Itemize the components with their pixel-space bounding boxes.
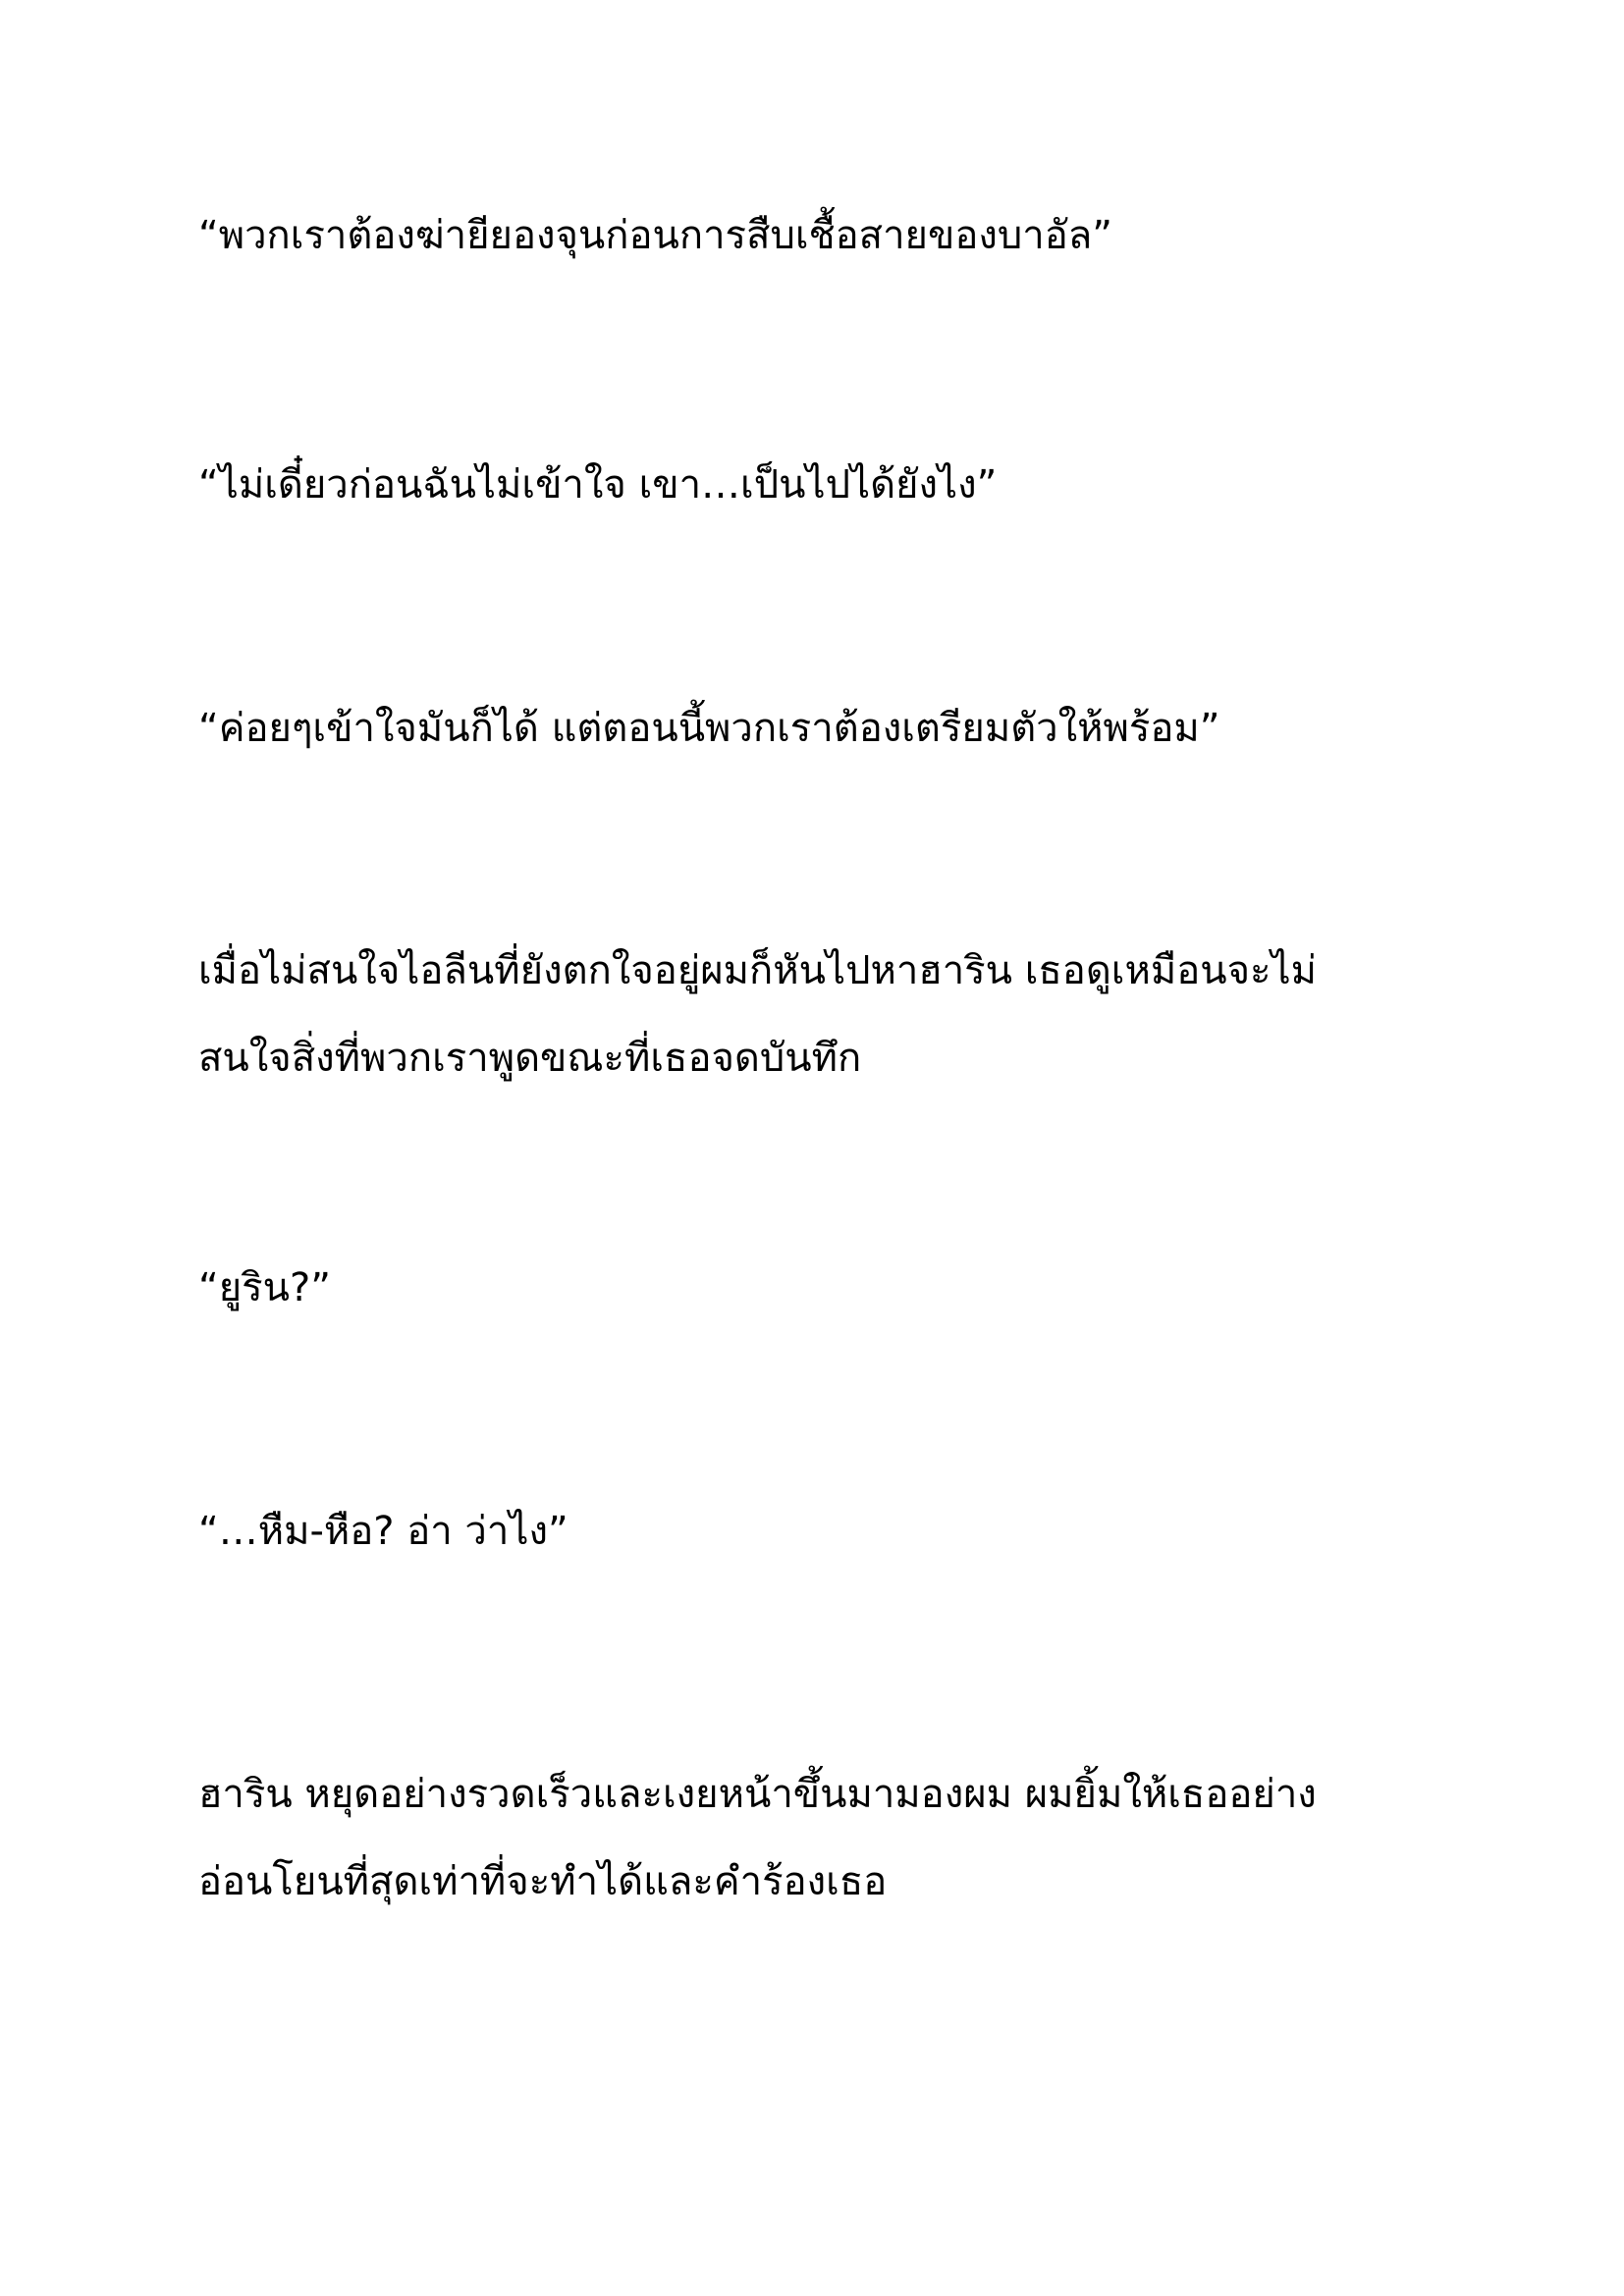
paragraph-narration-1 bbox=[198, 928, 1426, 1102]
paragraph-dialogue-5 bbox=[198, 1488, 1426, 1575]
text-line: “ไม่เดี๋ยวก่อนฉันไม่เข้าใจ เขา…เป็นไปได้ยังไง” bbox=[198, 462, 998, 507]
text-line: “ยูริน?” bbox=[198, 1265, 331, 1310]
text-line: “…หืม-หือ? อ่า ว่าไง” bbox=[198, 1509, 568, 1554]
text-line: “พวกเราต้องฆ่ายียองจุนก่อนการสืบเชื้อสายของบาอัล” bbox=[198, 213, 1112, 258]
paragraph-dialogue-2 bbox=[198, 442, 1426, 529]
text-line: “ค่อยๆเข้าใจมันก็ได้ แต่ตอนนี้พวกเราต้องเตรียมตัวให้พร้อม” bbox=[198, 706, 1220, 751]
paragraph-narration-2 bbox=[198, 1751, 1426, 1926]
paragraph-dialogue-1 bbox=[198, 192, 1426, 280]
text-line: เมื่อไม่สนใจไอลีนที่ยังตกใจอยู่ผมก็หันไปหาฮาริน เธอดูเหมือนจะไม่ bbox=[198, 948, 1317, 993]
paragraph-dialogue-4 bbox=[198, 1245, 1426, 1332]
paragraph-dialogue-3 bbox=[198, 685, 1426, 773]
text-line: ฮาริน หยุดอย่างรวดเร็วและเงยหน้าขึ้นมามองผม ผมยิ้มให้เธออย่าง bbox=[198, 1772, 1317, 1817]
text-line: สนใจสิ่งที่พวกเราพูดขณะที่เธอจดบันทึก bbox=[198, 1036, 862, 1081]
text-line: อ่อนโยนที่สุดเท่าที่จะทำได้และคำร้องเธอ bbox=[198, 1859, 888, 1904]
